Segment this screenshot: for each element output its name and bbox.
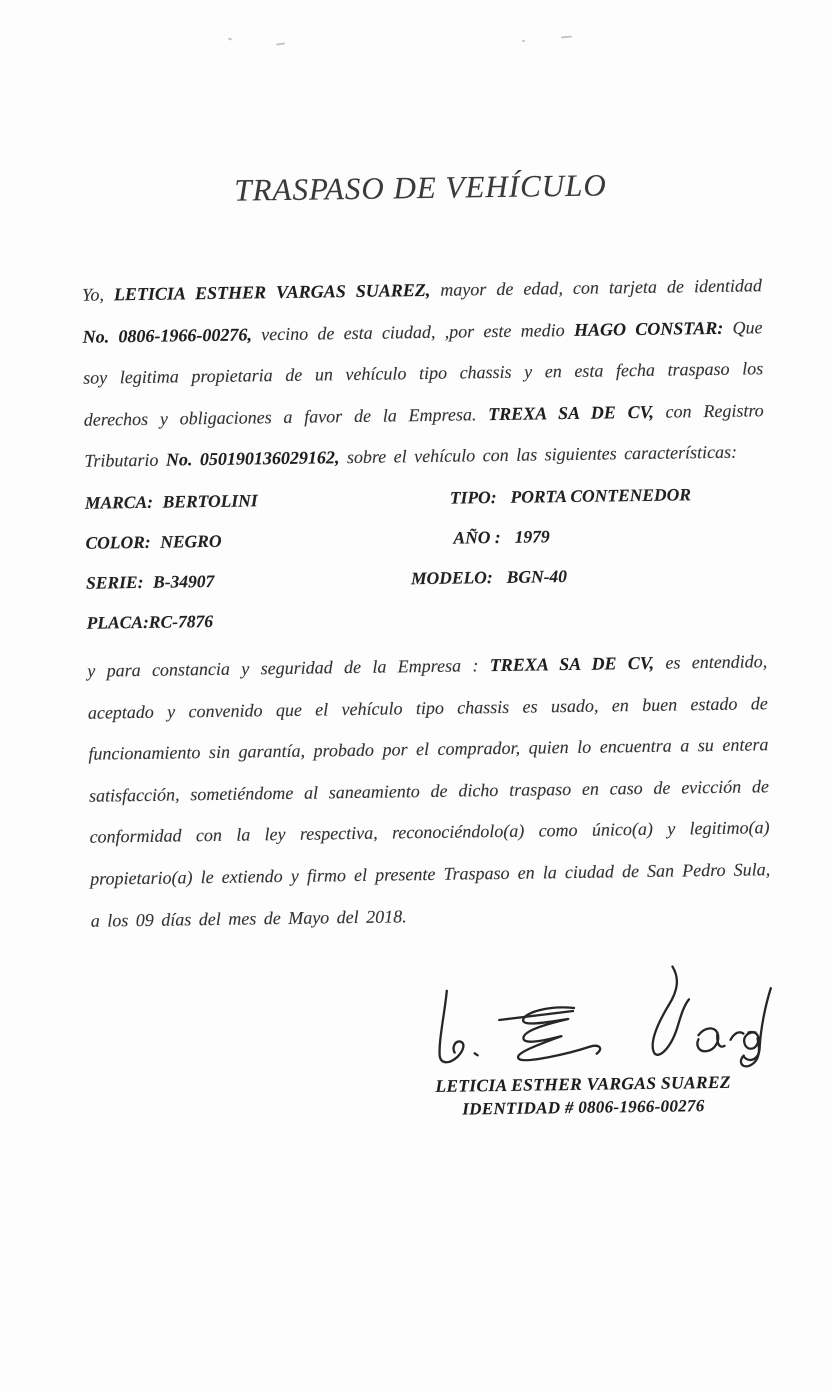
text-segment: Que soy legitima propietaria de un vehículo tipo chassis y en esta fecha traspaso los derechos y obligaciones a favor de la Empresa. xyxy=(83,316,764,430)
spec-value: RC-7876 xyxy=(148,610,214,632)
spec-empty xyxy=(411,593,767,638)
spec-label: MODELO: xyxy=(410,567,493,589)
spec-placa xyxy=(86,598,412,643)
spec-label: SERIE: xyxy=(85,571,144,593)
spec-modelo xyxy=(411,553,767,598)
spec-row xyxy=(86,593,766,642)
hago-constar-emphasis: HAGO CONSTAR: xyxy=(573,317,724,340)
text-segment: sobre el vehículo con las siguientes características: xyxy=(339,442,738,468)
spec-tipo xyxy=(410,473,766,518)
spec-value: NEGRO xyxy=(160,530,222,552)
spec-anio xyxy=(410,513,766,558)
paragraph-declaration xyxy=(82,265,765,482)
spec-label: COLOR: xyxy=(85,531,151,553)
spec-marca xyxy=(85,478,411,523)
text-segment: mayor de edad, con tarjeta de identidad xyxy=(430,275,763,300)
spec-label: TIPO: xyxy=(449,486,497,508)
text-segment: vecino de esta ciudad, ,por este medio xyxy=(251,319,575,344)
spec-serie xyxy=(86,558,412,603)
handwritten-signature-icon xyxy=(386,960,778,1077)
company-name: TREXA SA DE CV, xyxy=(489,652,655,676)
company-name: TREXA SA DE CV, xyxy=(488,401,654,424)
document-content xyxy=(78,0,774,1126)
spec-value: B-34907 xyxy=(152,570,215,592)
spec-value: 1979 xyxy=(514,526,550,547)
spec-color xyxy=(85,518,411,563)
text-segment: Yo, xyxy=(81,284,115,305)
spec-value: BGN-40 xyxy=(506,565,568,587)
spec-value: PORTA CONTENEDOR xyxy=(510,484,692,507)
spec-value: BERTOLINI xyxy=(162,490,258,512)
vehicle-specs xyxy=(85,473,767,642)
spec-label: PLACA: xyxy=(86,611,149,633)
signatory-identity: IDENTIDAD # 0806-1966-00276 xyxy=(462,1096,705,1119)
spec-label: AÑO : xyxy=(453,526,501,548)
text-segment: es entendido, aceptado y convenido que el vehículo tipo chassis es usado, en buen estado de funcionamiento sin garantía, probado por el comprador, quien lo encuentra a su entera satisfacción, sometiéndome al saneamiento de dicho traspaso en caso de evicción de conformidad con la ley respectiva, reconociéndolo(a) como único(a) y legitimo(a) propietario(a) le extiendo y firmo el presente Traspaso en la ciudad de San Pedro Sula, a los 09 días del mes de Mayo del 2018. xyxy=(87,651,771,931)
signatory-name: LETICIA ESTHER VARGAS SUAREZ xyxy=(435,1071,731,1097)
tax-registry-number: No. 050190136029162, xyxy=(165,447,340,470)
text-segment: y para constancia y seguridad de la Empresa : xyxy=(87,655,490,681)
owner-name: LETICIA ESTHER VARGAS SUAREZ, xyxy=(113,279,431,305)
signature-block xyxy=(381,960,783,1122)
identity-number: No. 0806-1966-00276, xyxy=(82,323,253,347)
document-title: TRASPASO DE VEHÍCULO xyxy=(234,167,608,208)
text-segment: con Registro Tributario xyxy=(84,400,764,472)
spec-label: MARCA: xyxy=(84,491,154,513)
paragraph-terms xyxy=(87,641,771,942)
